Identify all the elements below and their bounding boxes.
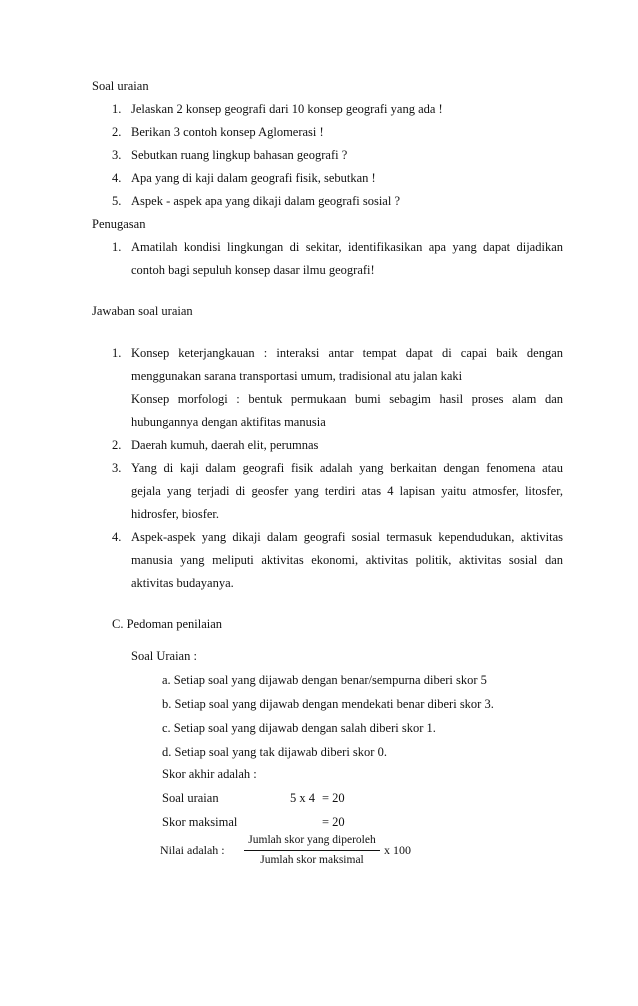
question-item: Sebutkan ruang lingkup bahasan geografi ? bbox=[131, 148, 348, 162]
list-number: 5. bbox=[112, 194, 122, 208]
answer-line: menggunakan sarana transportasi umum, tradisional atu jalan kaki bbox=[131, 369, 463, 383]
soal-uraian-label: Soal uraian bbox=[162, 791, 219, 805]
question-item: Berikan 3 contoh konsep Aglomerasi ! bbox=[131, 125, 324, 139]
list-number: 3. bbox=[112, 461, 122, 475]
scoring-rule: d. Setiap soal yang tak dijawab diberi skor 0. bbox=[162, 745, 387, 759]
nilai-label: Nilai adalah : bbox=[160, 843, 225, 857]
fraction-denominator: Jumlah skor maksimal bbox=[260, 854, 364, 866]
answer-line: Yang di kaji dalam geografi fisik adalah yang berkaitan dengan fenomena atau bbox=[131, 461, 563, 475]
answer-line: hubungannya dengan aktifitas manusia bbox=[131, 415, 326, 429]
question-item: Apa yang di kaji dalam geografi fisik, sebutkan ! bbox=[131, 171, 376, 185]
scoring-rule: a. Setiap soal yang dijawab dengan benar/sempurna diberi skor 5 bbox=[162, 673, 487, 687]
assignment-line: contoh bagi sepuluh konsep dasar ilmu geografi! bbox=[131, 263, 375, 277]
subheading-soal-uraian: Soal Uraian : bbox=[131, 649, 197, 663]
answer-line: Daerah kumuh, daerah elit, perumnas bbox=[131, 438, 319, 452]
answer-line: manusia yang meliputi aktivitas ekonomi, aktivitas politik, aktivitas sosial dan bbox=[131, 553, 563, 567]
scoring-rule: c. Setiap soal yang dijawab dengan salah diberi skor 1. bbox=[162, 721, 436, 735]
final-score-label: Skor akhir adalah : bbox=[162, 767, 257, 781]
soal-uraian-calc: 5 x 4 bbox=[290, 791, 315, 805]
list-number: 1. bbox=[112, 346, 122, 360]
answer-line: Konsep keterjangkauan : interaksi antar tempat dapat di capai baik dengan bbox=[131, 346, 563, 360]
section-heading-pedoman: C. Pedoman penilaian bbox=[112, 617, 223, 631]
assignment-line: Amatilah kondisi lingkungan di sekitar, identifikasikan apa yang dapat dijadikan bbox=[131, 240, 563, 254]
soal-uraian-result: = 20 bbox=[322, 791, 345, 805]
answer-line: aktivitas budayanya. bbox=[131, 576, 234, 590]
answer-line: Konsep morfologi : bentuk permukaan bumi sebagim hasil proses alam dan bbox=[131, 392, 563, 406]
answer-line: gejala yang terjadi di geosfer yang terdiri atas 4 lapisan yaitu atmosfer, litosfer, bbox=[131, 484, 563, 498]
answer-line: hidrosfer, biosfer. bbox=[131, 507, 220, 521]
multiplier: x 100 bbox=[384, 843, 411, 857]
answer-line: Aspek-aspek yang dikaji dalam geografi sosial termasuk kependudukan, aktivitas bbox=[131, 530, 563, 544]
fraction-numerator: Jumlah skor yang diperoleh bbox=[248, 834, 376, 846]
list-number: 1. bbox=[112, 102, 122, 116]
section-heading-jawaban: Jawaban soal uraian bbox=[92, 304, 193, 318]
list-number: 4. bbox=[112, 171, 122, 185]
list-number: 2. bbox=[112, 438, 122, 452]
list-number: 3. bbox=[112, 148, 122, 162]
list-number: 1. bbox=[112, 240, 122, 254]
max-score-label: Skor maksimal bbox=[162, 815, 238, 829]
section-heading-soal-uraian: Soal uraian bbox=[92, 79, 149, 93]
section-heading-penugasan: Penugasan bbox=[92, 217, 146, 231]
list-number: 2. bbox=[112, 125, 122, 139]
fraction-bar bbox=[244, 850, 380, 851]
question-item: Aspek - aspek apa yang dikaji dalam geografi sosial ? bbox=[131, 194, 401, 208]
scoring-rule: b. Setiap soal yang dijawab dengan mendekati benar diberi skor 3. bbox=[162, 697, 494, 711]
question-item: Jelaskan 2 konsep geografi dari 10 konsep geografi yang ada ! bbox=[131, 102, 443, 116]
list-number: 4. bbox=[112, 530, 122, 544]
max-score-result: = 20 bbox=[322, 815, 345, 829]
